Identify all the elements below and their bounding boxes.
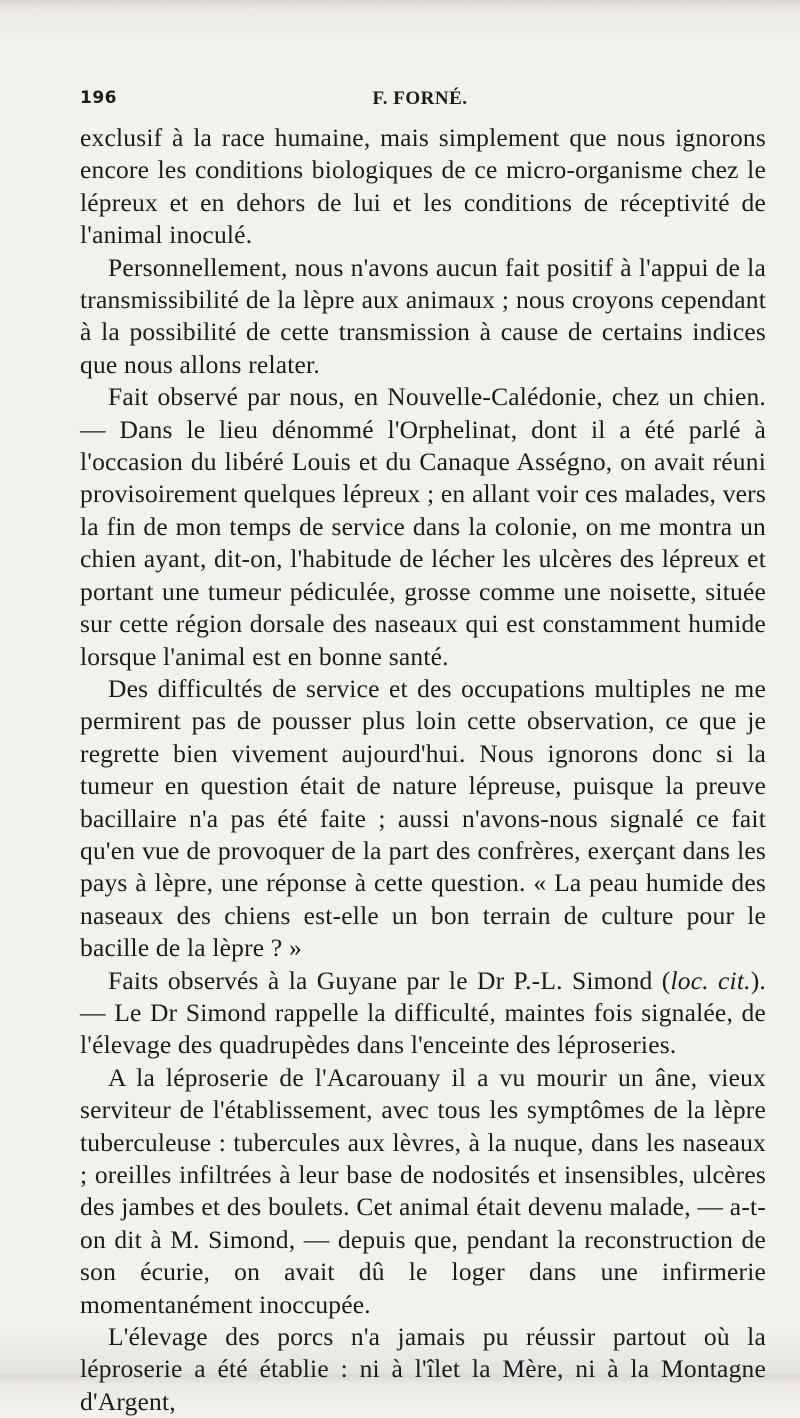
page-number: 196	[80, 88, 117, 108]
running-head: F. FORNÉ.	[372, 88, 468, 109]
paragraph: A la léproserie de l'Acarouany il a vu mourir un âne, vieux serviteur de l'établissement, avec tous les symptômes de la lèpre tuberculeuse : tubercules aux lèvres, à la nuque, dans les naseaux ; oreilles infiltrées à leur base de nodosités et insensibles, ulcères des jambes et des boulets. Cet animal était devenu malade, — a-t-on dit à M. Simond, — depuis que, pendant la reconstruction de son écurie, on avait dû le loger dans une infirmerie momentanément inoccupée.	[80, 1062, 766, 1319]
paragraph: Des difficultés de service et des occupations multiples ne me permirent pas de pousser plus loin cette observation, ce que je regrette bien vivement aujourd'hui. Nous ignorons donc si la tumeur en question était de nature lépreuse, puisque la preuve bacillaire n'a pas été faite ; aussi n'avons-nous signalé ce fait qu'en vue de provoquer de la part des confrères, exerçant dans les pays à lèpre, une réponse à cette question. « La peau humide des naseaux des chiens est-elle un bon terrain de culture pour le bacille de la lèpre ? »	[80, 673, 766, 963]
body-text	[80, 122, 766, 1418]
page-header	[80, 84, 760, 114]
paragraph-text: ). — Le Dr Simond rappelle la difficulté, maintes fois signalée, de l'élevage des quadrupèdes dans l'enceinte des léproseries.	[80, 965, 766, 1060]
paragraph	[80, 965, 766, 1062]
paragraph: Fait observé par nous, en Nouvelle-Calédonie, chez un chien. — Dans le lieu dénommé l'Orphelinat, dont il a été parlé à l'occasion du libéré Louis et du Canaque Asségno, on avait réuni provisoirement quelques lépreux ; en allant voir ces malades, vers la fin de mon temps de service dans la colonie, on me montra un chien ayant, dit-on, l'habitude de lécher les ulcères des lépreux et portant une tumeur pédiculée, grosse comme une noisette, située sur cette région dorsale des naseaux qui est constamment humide lorsque l'animal est en bonne santé.	[80, 382, 766, 671]
paragraph: exclusif à la race humaine, mais simplement que nous ignorons encore les conditions biologiques de ce micro-organisme chez le lépreux et en dehors de lui et les conditions de réceptivité de l'animal inoculé.	[80, 123, 766, 250]
paragraph-text: Faits observés à la Guyane par le Dr P.-L. Simond (	[108, 965, 671, 995]
paragraph: L'élevage des porcs n'a jamais pu réussir partout où la léproserie a été établie : ni à l'îlet la Mère, ni à la Montagne d'Argent,	[80, 1322, 766, 1416]
paragraph: Personnellement, nous n'avons aucun fait positif à l'appui de la transmissibilité de la lèpre aux animaux ; nous croyons cependant à la possibilité de cette transmission à cause de certains indices que nous allons relater.	[80, 252, 766, 379]
citation-italic: loc. cit.	[670, 965, 751, 995]
